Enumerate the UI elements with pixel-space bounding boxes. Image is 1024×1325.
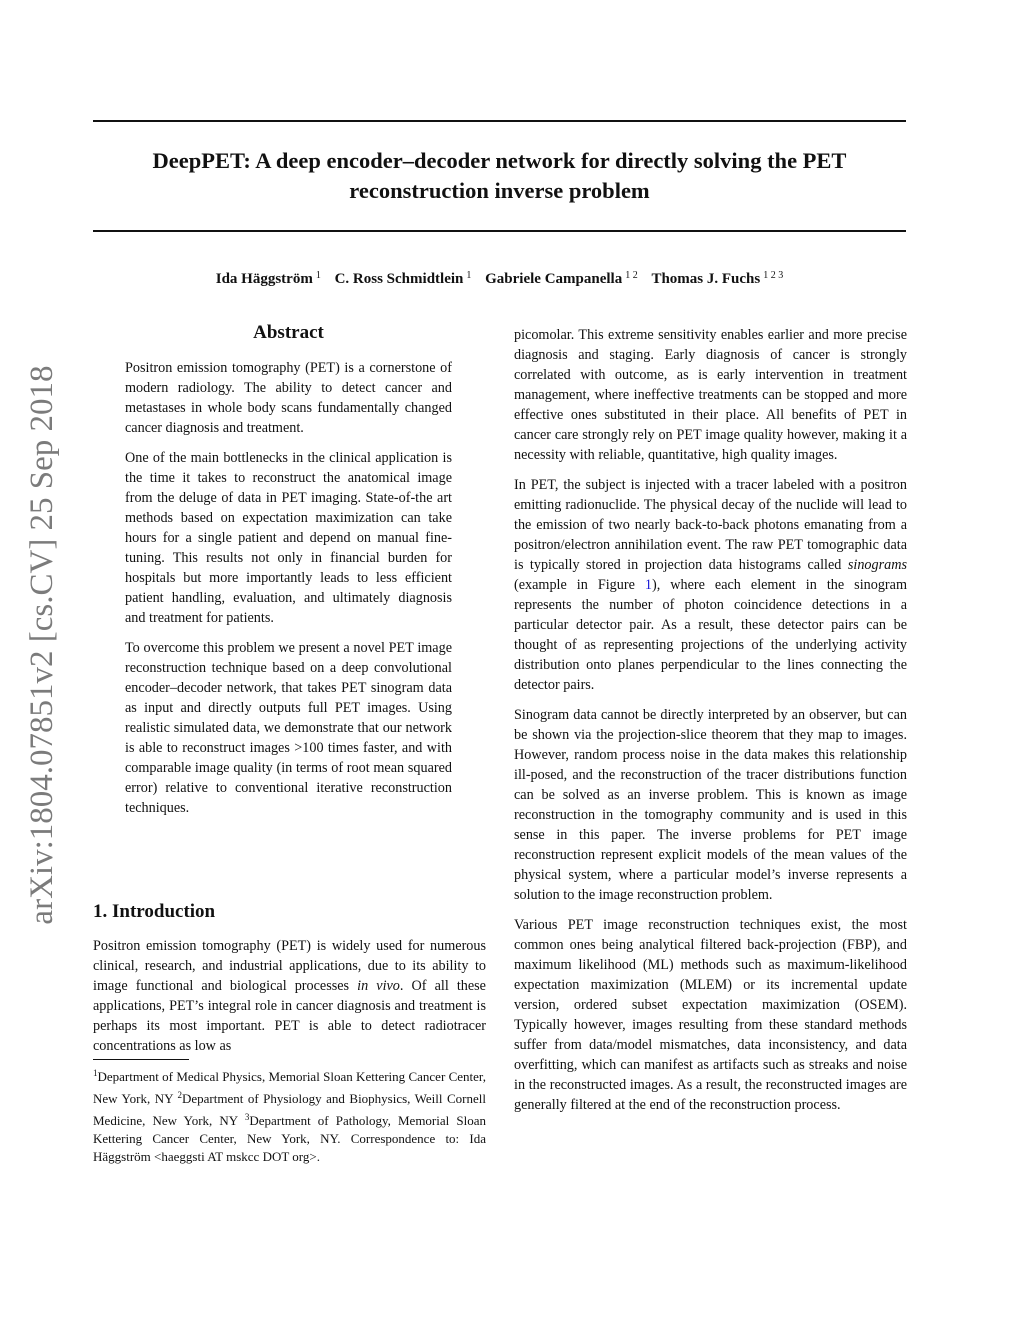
title-top-rule xyxy=(93,120,906,122)
author-list xyxy=(93,266,906,289)
abstract-paragraph: Positron emission tomography (PET) is a cornerstone of modern radiology. The ability to detect cancer and metastases in whole body scans fundamentally changed cancer diagnosis and treatment. xyxy=(125,360,452,436)
title-bottom-rule xyxy=(93,230,906,232)
introduction-heading: 1. Introduction xyxy=(93,901,216,922)
author: Ida Häggström $^1$ xyxy=(215,270,321,287)
title-line-2: reconstruction inverse problem xyxy=(349,178,650,203)
abstract-paragraph: One of the main bottlenecks in the clinical application is the time it takes to reconstruct the anatomical image from the deluge of data in PET imaging. State-of-the art methods based on expectation maximization can take hours for a single patient and depend on manual fine-tuning. This results not only in financial burden for hospitals but more importantly leads to less efficient patient handling, evaluation, and ultimately diagnosis and treatment for patients. xyxy=(125,450,452,626)
abstract-paragraph: To overcome this problem we present a novel PET image reconstruction technique based on a deep convolutional encoder–decoder network, that takes PET sinogram data as input and directly outputs full PET images. Using realistic simulated data, we demonstrate that our network is able to reconstruct images >100 times faster, and with comparable image quality (in terms of root mean squared error) relative to conventional iterative reconstruction techniques. xyxy=(125,640,452,816)
body-paragraph: In PET, the subject is injected with a tracer labeled with a positron emitting radionuclide. The physical decay of the nuclide will lead to the emission of two nearly back-to-back photons emanating from a positron/electron annihilation event. The raw PET tomographic data is typically stored in projection data histograms called sinograms (example in Figure 1), where each element in the sinogram represents the number of photon coincidence detections in a particular detector pair. As a result, these detector pairs can be thought of as representing projections of the underlying activity distribution onto planes perpendicular to the lines connecting the detector pairs. xyxy=(514,477,907,693)
body-paragraph: picomolar. This extreme sensitivity enables earlier and more precise diagnosis and staging. Early diagnosis of cancer is strongly correlated with outcome, as is early intervention in treatment management, where ineffective treatments can be stopped and more effective ones substituted in their place. All benefits of PET in cancer care strongly rely on PET image quality however, making it a necessity with reliable, quantitative, high quality images. xyxy=(514,327,907,463)
footnote-rule xyxy=(93,1059,189,1060)
affiliation-mark: 1 2 xyxy=(625,270,638,281)
body-paragraph: Sinogram data cannot be directly interpreted by an observer, but can be shown via the projection-slice theorem that they map to images. However, random process noise in the data makes this relationship ill-posed, and the reconstruction of the tracer distributions function can be solved as an inverse problem. This is known as image reconstruction in the tomography community and is used in this sense in this paper. The inverse problems for PET image reconstruction represent explicit models of the mean values of the physical system, where a particular model’s inverse represents a solution to the image reconstruction problem. xyxy=(514,707,907,903)
body-paragraph: Various PET image reconstruction techniques exist, the most common ones being analytical filtered back-projection (FBP), and maximum likelihood (ML) methods such as maximum-likelihood expectation maximization (MLEM) or its incremental update version, ordered subset expectation maximization (OSEM). Typically however, images resulting from these standard methods suffer from data/model mismatches, data inconsistency, and data overfitting, which can manifest as artifacts such as streaks and noise in the reconstructed images. As a result, the reconstructed images are generally filtered at the end of the reconstruction process. xyxy=(514,917,907,1113)
affiliation-footnote: $^1$Department of Medical Physics, Memorial Sloan Kettering Cancer Center, New York, NY $^2$Department of Physiology and Biophysics, Weill Cornell Medicine, New York, NY $^3$Department of Pathology, Memorial Sloan Kettering Cancer Center, New York, NY. Correspondence to: Ida Häggström <haeggsti AT mskcc DOT org>. xyxy=(93,1068,486,1164)
affiliation-mark: 1 xyxy=(466,270,472,281)
introduction-paragraph: Positron emission tomography (PET) is widely used for numerous clinical, research, and industrial applications, due to its ability to image functional and biological processes in vivo. Of all these applications, PET’s integral role in cancer diagnosis and treatment is perhaps its most important. PET is able to detect radiotracer concentrations as low as xyxy=(93,938,486,1054)
abstract-body xyxy=(125,358,452,828)
introduction-body xyxy=(93,936,486,1056)
figure-reference-link[interactable]: 1 xyxy=(644,577,652,593)
author: C. Ross Schmidtlein $^1$ xyxy=(334,270,472,287)
affiliation-mark: 1 xyxy=(315,270,321,281)
title-line-1: DeepPET: A deep encoder–decoder network for directly solving the PET xyxy=(152,148,847,173)
arxiv-identifier: arXiv:1804.07851v2 [cs.CV] 25 Sep 2018 xyxy=(24,365,60,925)
abstract-heading: Abstract xyxy=(253,322,324,343)
affiliation-mark: 1 2 3 xyxy=(763,270,784,281)
author: Thomas J. Fuchs $^{1 2 3}$ xyxy=(651,270,784,287)
author: Gabriele Campanella $^{1 2}$ xyxy=(485,270,638,287)
right-column xyxy=(514,325,907,1125)
paper-title xyxy=(93,146,906,206)
